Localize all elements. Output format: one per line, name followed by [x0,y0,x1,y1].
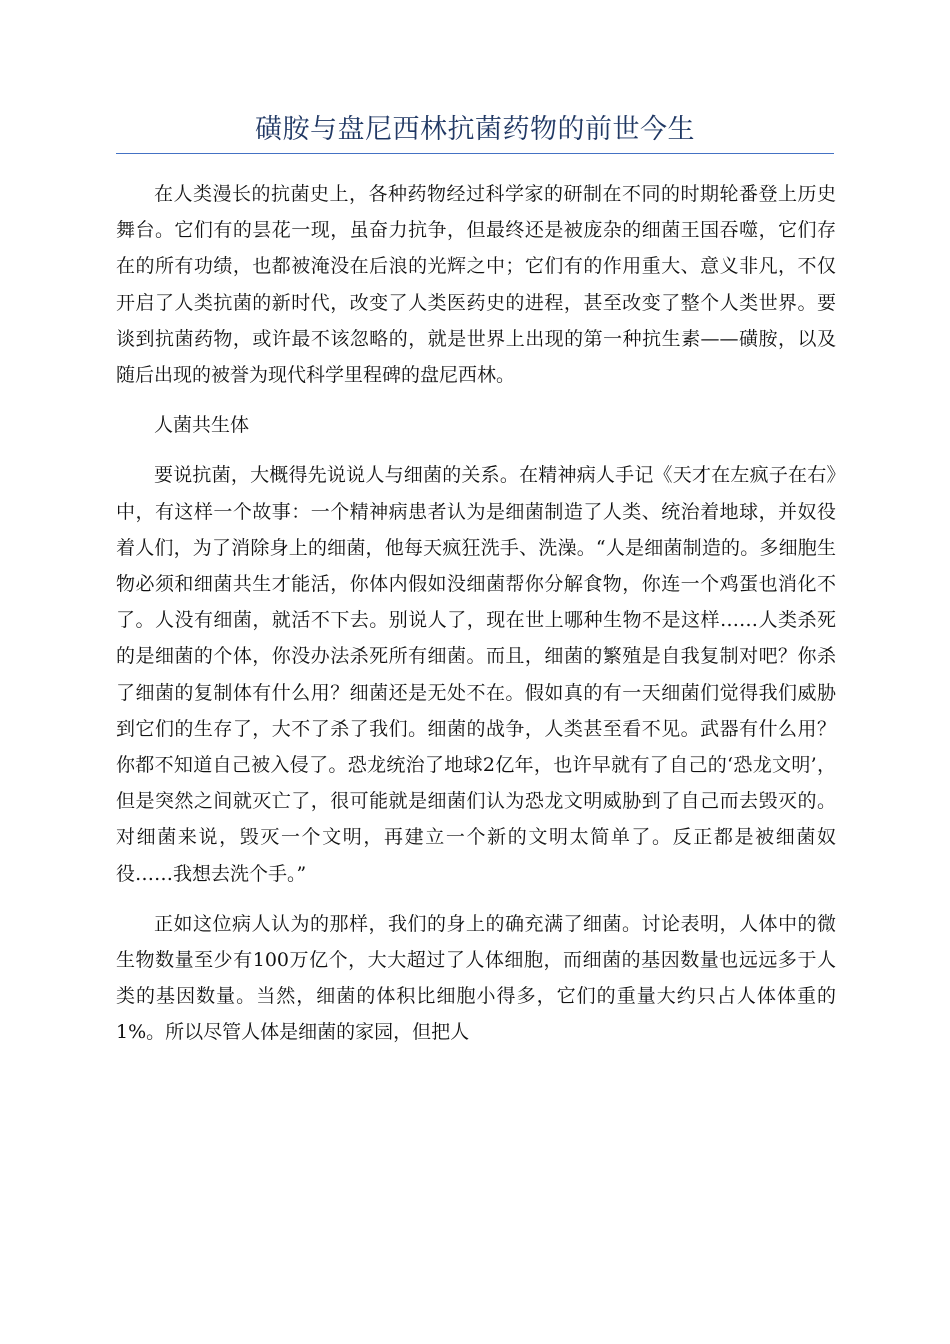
document-body [116,176,836,1051]
paragraph-microbes: 正如这位病人认为的那样，我们的身上的确充满了细菌。讨论表明，人体中的微生物数量至少有100万亿个，大大超过了人体细胞，而细菌的基因数量也远远多于人类的基因数量。当然，细菌的体积比细胞小得多，它们的重量大约只占人体体重的1%。所以尽管人体是细菌的家园，但把人 [116,912,836,1044]
paragraph-intro: 在人类漫长的抗菌史上，各种药物经过科学家的研制在不同的时期轮番登上历史舞台。它们有的昙花一现，虽奋力抗争，但最终还是被庞杂的细菌王国吞噬，它们存在的所有功绩，也都被淹没在后浪的光辉之中；它们有的作用重大、意义非凡，不仅开启了人类抗菌的新时代，改变了人类医药史的进程，甚至改变了整个人类世界。要谈到抗菌药物，或许最不该忽略的，就是世界上出现的第一种抗生素——磺胺，以及随后出现的被誉为现代科学里程碑的盘尼西林。 [116,183,836,387]
paragraph-story: 要说抗菌，大概得先说说人与细菌的关系。在精神病人手记《天才在左疯子在右》中，有这样一个故事：一个精神病患者认为是细菌制造了人类、统治着地球，并奴役着人们，为了消除身上的细菌，他每天疯狂洗手、洗澡。“人是细菌制造的。多细胞生物必须和细菌共生才能活，你体内假如没细菌帮你分解食物，你连一个鸡蛋也消化不了。人没有细菌，就活不下去。别说人了，现在世上哪种生物不是这样……人类杀死的是细菌的个体，你没办法杀死所有细菌。而且，细菌的繁殖是自我复制对吧？你杀了细菌的复制体有什么用？细菌还是无处不在。假如真的有一天细菌们觉得我们威胁到它们的生存了，大不了杀了我们。细菌的战争，人类甚至看不见。武器有什么用？你都不知道自己被入侵了。恐龙统治了地球2亿年，也许早就有了自己的‘恐龙文明’，但是突然之间就灭亡了，很可能就是细菌们认为恐龙文明威胁到了自己而去毁灭的。对细菌来说，毁灭一个文明，再建立一个新的文明太简单了。反正都是被细菌奴役……我想去洗个手。” [116,464,836,885]
section-heading: 人菌共生体 [154,414,250,437]
document-title: 磺胺与盘尼西林抗菌药物的前世今生 [255,114,695,145]
title-block [116,108,834,154]
title-underline [116,153,834,154]
